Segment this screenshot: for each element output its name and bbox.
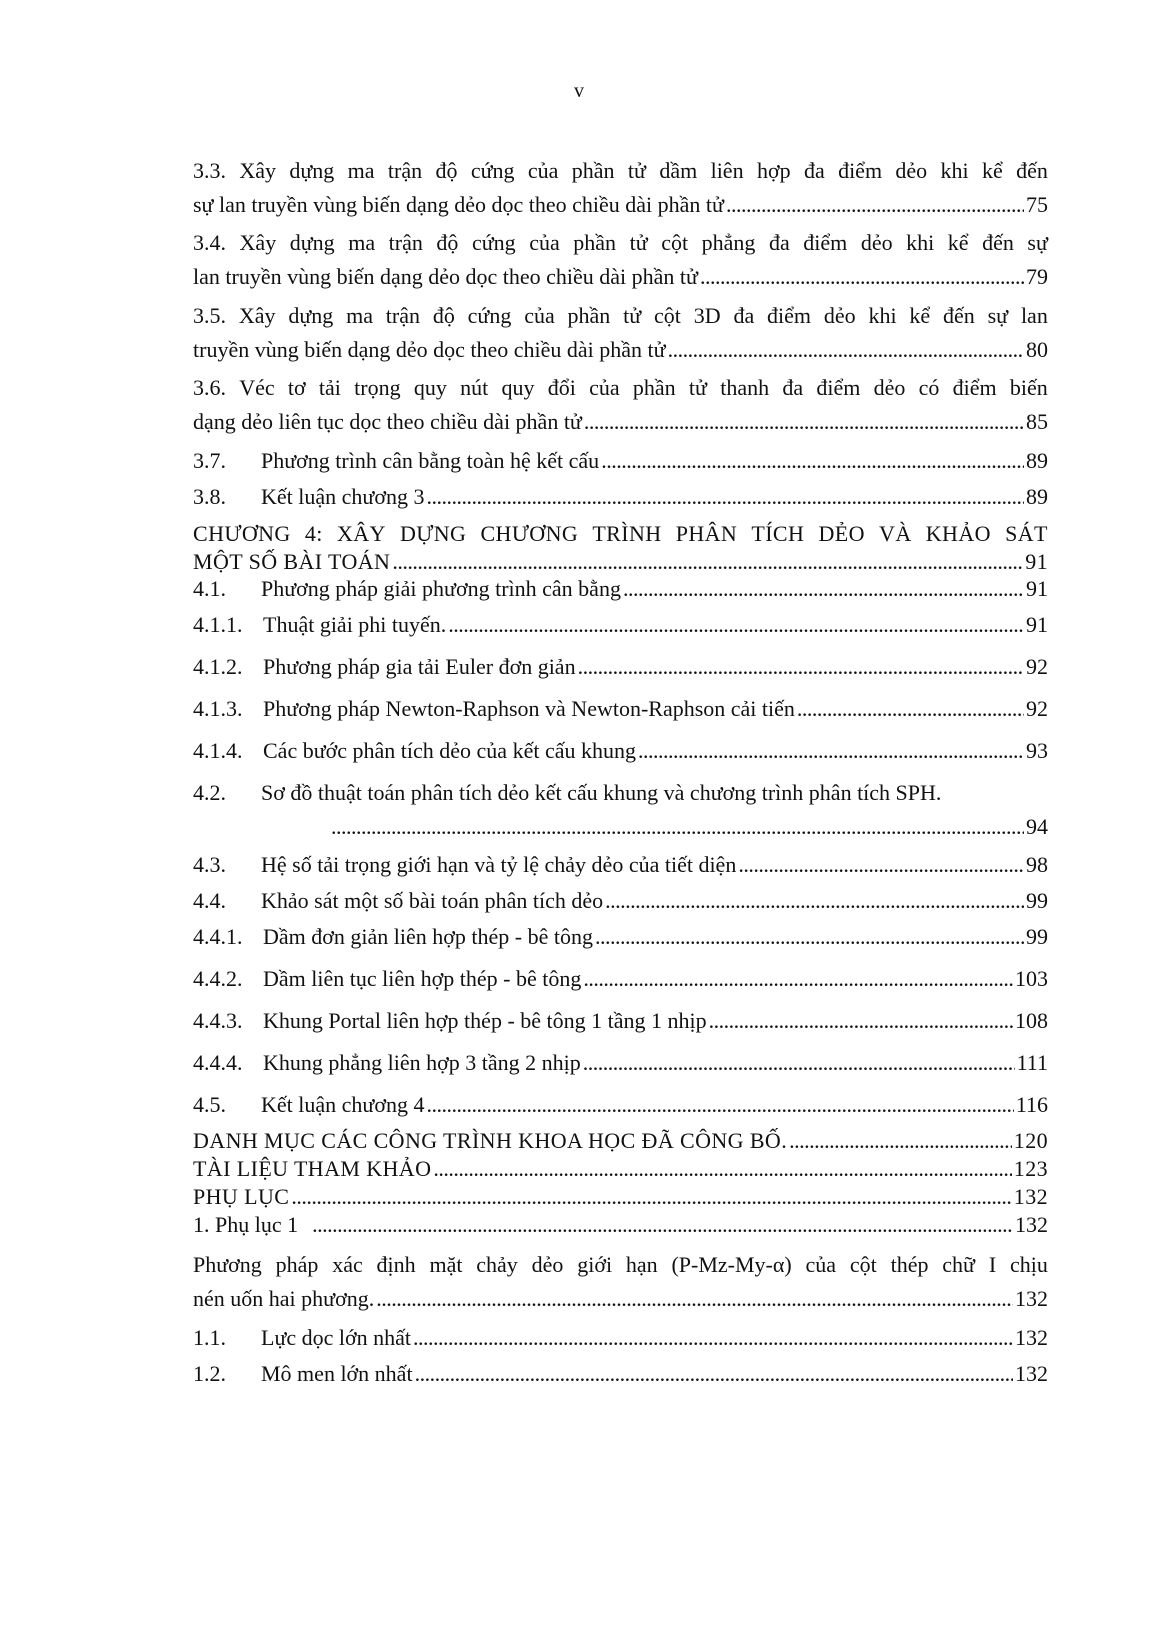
toc-entry-3-7[interactable] (193, 448, 1048, 474)
toc-entry-4-1-4[interactable] (193, 738, 1048, 764)
toc-entry-number: 3.8. (193, 484, 226, 509)
toc-entry-text: Hệ số tải trọng giới hạn và tỷ lệ chảy dẻo của tiết diện (261, 852, 737, 877)
dot-leader (726, 192, 1024, 218)
toc-entry-4-1-2[interactable] (193, 654, 1048, 680)
toc-entry-text: Lực dọc lớn nhất (261, 1325, 412, 1350)
toc-entry-number: 4.4.3. (193, 1008, 243, 1033)
toc-entry-4-4-3[interactable] (193, 1008, 1048, 1034)
toc-page-number: 93 (1026, 738, 1048, 763)
dot-leader (426, 484, 1024, 510)
toc-entry-line (193, 814, 1048, 840)
toc-page-number: 99 (1026, 888, 1048, 913)
dot-leader (797, 696, 1024, 722)
toc-entry-number: 4.2. (193, 780, 226, 805)
toc-page-number: 132 (1015, 1212, 1048, 1237)
dot-leader (415, 1361, 1013, 1387)
toc-entry-text: Khảo sát một số bài toán phân tích dẻo (261, 888, 604, 913)
toc-page-number: 91 (1025, 549, 1048, 574)
toc-page-number: 91 (1026, 576, 1048, 601)
toc-entry-4-4-2[interactable] (193, 966, 1048, 992)
dot-leader (392, 549, 1023, 575)
toc-entry-text: TÀI LIỆU THAM KHẢO (193, 1156, 432, 1181)
toc-page-number: 89 (1026, 484, 1048, 509)
toc-page-number: 99 (1026, 924, 1048, 949)
toc-entry-text: Phương pháp giải phương trình cân bằng (261, 576, 621, 601)
toc-entry-chapter-4[interactable] (193, 521, 1048, 575)
dot-leader (433, 1156, 1011, 1182)
dot-leader (578, 654, 1024, 680)
dot-leader (601, 448, 1024, 474)
toc-entry-4-1-3[interactable] (193, 696, 1048, 722)
toc-page-number: 108 (1015, 1008, 1048, 1033)
toc-page-number: 79 (1026, 264, 1048, 289)
toc-entry-text: Dầm đơn giản liên hợp thép - bê tông (263, 924, 593, 949)
toc-entry-4-5[interactable] (193, 1092, 1048, 1118)
toc-page-number: 116 (1015, 1092, 1048, 1117)
toc-page-number: 92 (1026, 654, 1048, 679)
dot-leader (789, 1128, 1012, 1154)
dot-leader (638, 738, 1024, 764)
toc-entry-line (193, 337, 1048, 363)
toc-entry-number: 4.4.1. (193, 924, 243, 949)
dot-leader (709, 1008, 1013, 1034)
toc-page-number: 91 (1026, 612, 1048, 637)
toc-entry-line (193, 780, 1048, 806)
toc-entry-line: 3.3. Xây dựng ma trận độ cứng của phần tử dầm liên hợp đa điểm dẻo khi kể đến (193, 158, 1048, 183)
toc-entry-4-4-1[interactable] (193, 924, 1048, 950)
toc-page-number: 132 (1015, 1325, 1048, 1350)
toc-entry-line: CHƯƠNG 4: XÂY DỰNG CHƯƠNG TRÌNH PHÂN TÍCH DẺO VÀ KHẢO SÁT (193, 521, 1048, 546)
dot-leader (738, 852, 1024, 878)
toc-entry-line: 3.5. Xây dựng ma trận độ cứng của phần tử cột 3D đa điểm dẻo khi kể đến sự lan (193, 303, 1048, 328)
toc-entry-text: dạng dẻo liên tục dọc theo chiều dài phần tử (193, 409, 582, 434)
toc-entry-4-4-4[interactable] (193, 1050, 1048, 1076)
toc-entry-3-3[interactable] (193, 158, 1048, 218)
toc-page-number: 103 (1015, 966, 1048, 991)
toc-entry-text: sự lan truyền vùng biến dạng dẻo dọc theo chiều dài phần tử (193, 192, 724, 217)
toc-page-number: 85 (1026, 409, 1048, 434)
toc-entry-3-4[interactable] (193, 230, 1048, 290)
dot-leader (291, 1184, 1011, 1210)
toc-entry-4-3[interactable] (193, 852, 1048, 878)
toc-entry-4-1-1[interactable] (193, 612, 1048, 638)
toc-entry-3-8[interactable] (193, 484, 1048, 510)
toc-entry-appendix-1[interactable] (193, 1212, 1048, 1238)
toc-entry-line: 3.4. Xây dựng ma trận độ cứng của phần tử cột phẳng đa điểm dẻo khi kể đến sự (193, 230, 1048, 255)
toc-entry-appendix[interactable] (193, 1184, 1048, 1210)
toc-entry-text: MỘT SỐ BÀI TOÁN (193, 549, 391, 574)
toc-entry-appendix-method[interactable] (193, 1252, 1048, 1312)
toc-entry-number: 3.7. (193, 448, 226, 473)
toc-page-number: 75 (1026, 192, 1048, 217)
dot-leader (605, 888, 1024, 914)
dot-leader (583, 966, 1013, 992)
toc-entry-text: Phương pháp Newton-Raphson và Newton-Raphson cải tiến (263, 696, 795, 721)
toc-entry-text: DANH MỤC CÁC CÔNG TRÌNH KHOA HỌC ĐÃ CÔNG BỐ. (193, 1128, 788, 1153)
toc-entry-text: Dầm liên tục liên hợp thép - bê tông (263, 966, 582, 991)
toc-entry-line (193, 1286, 1048, 1312)
toc-entry-number: 4.1.2. (193, 654, 243, 679)
toc-entry-number: 3.3. (193, 158, 226, 183)
toc-entry-3-6[interactable] (193, 375, 1048, 435)
toc-entry-1-1[interactable] (193, 1325, 1048, 1351)
toc-entry-number: 4.4. (193, 888, 226, 913)
toc-entry-text: Các bước phân tích dẻo của kết cấu khung (263, 738, 636, 763)
toc-page-number: 98 (1026, 852, 1048, 877)
toc-page-number: 123 (1013, 1156, 1048, 1181)
toc-entry-number: 4.1.1. (193, 612, 243, 637)
dot-leader (448, 612, 1024, 638)
toc-entry-4-1[interactable] (193, 576, 1048, 602)
toc-entry-text: PHỤ LỤC (193, 1184, 290, 1209)
toc-page-number: 132 (1013, 1184, 1048, 1209)
toc-entry-number: 3.6. (193, 375, 226, 400)
toc-page-number: 111 (1016, 1050, 1048, 1075)
toc-entry-number: 1.1. (193, 1325, 226, 1350)
toc-entry-text: Kết luận chương 3 (261, 484, 425, 509)
toc-page-number: 92 (1026, 696, 1048, 721)
toc-entry-1-2[interactable] (193, 1361, 1048, 1387)
toc-entry-references[interactable] (193, 1156, 1048, 1182)
dot-leader (595, 924, 1024, 950)
toc-entry-text: nén uốn hai phương. (193, 1286, 375, 1311)
toc-entry-text: 1. Phụ lục 1 (193, 1212, 299, 1237)
dot-leader (376, 1286, 1013, 1312)
toc-entry-3-5[interactable] (193, 303, 1048, 363)
toc-entry-text: Kết luận chương 4 (261, 1092, 425, 1117)
toc-entry-number: 1.2. (193, 1361, 226, 1386)
toc-page-number: 94 (1026, 814, 1048, 839)
toc-entry-text: Khung phẳng liên hợp 3 tầng 2 nhịp (263, 1050, 581, 1075)
toc-entry-number: 3.5. (193, 303, 226, 328)
dot-leader (413, 1325, 1013, 1351)
toc-entry-text: Phương pháp gia tải Euler đơn giản (263, 654, 576, 679)
toc-entry-number: 4.4.2. (193, 966, 243, 991)
toc-entry-4-2[interactable] (193, 780, 1048, 840)
toc-entry-line (193, 264, 1048, 290)
toc-entry-text: Sơ đồ thuật toán phân tích dẻo kết cấu khung và chương trình phân tích SPH. (261, 780, 942, 805)
dot-leader (584, 409, 1024, 435)
toc-page-number: 132 (1015, 1286, 1048, 1311)
toc-entry-number: 4.3. (193, 852, 226, 877)
toc-entry-text: Mô men lớn nhất (261, 1361, 413, 1386)
dot-leader (312, 1212, 1013, 1238)
page-number: v (574, 80, 584, 102)
toc-entry-number: 4.5. (193, 1092, 226, 1117)
toc-entry-4-4[interactable] (193, 888, 1048, 914)
dot-leader (700, 264, 1024, 290)
toc-entry-number: 4.1. (193, 576, 226, 601)
toc-page-number: 89 (1026, 448, 1048, 473)
toc-entry-line: Phương pháp xác định mặt chảy dẻo giới hạn (P-Mz-My-α) của cột thép chữ I chịu (193, 1252, 1048, 1277)
toc-entry-number: 4.1.3. (193, 696, 243, 721)
toc-entry-line (193, 192, 1048, 218)
toc-entry-text: truyền vùng biến dạng dẻo dọc theo chiều dài phần tử (193, 337, 666, 362)
toc-entry-publications[interactable] (193, 1128, 1048, 1154)
toc-entry-line (193, 409, 1048, 435)
toc-entry-text: Phương trình cân bằng toàn hệ kết cấu (261, 448, 600, 473)
toc-entry-text: Thuật giải phi tuyến. (263, 612, 447, 637)
dot-leader (331, 814, 1024, 840)
toc-page-number: 132 (1015, 1361, 1048, 1386)
toc-page-number: 80 (1026, 337, 1048, 362)
toc-entry-number: 4.1.4. (193, 738, 243, 763)
toc-entry-text: lan truyền vùng biến dạng dẻo dọc theo chiều dài phần tử (193, 264, 698, 289)
toc-entry-line: 3.6. Véc tơ tải trọng quy nút quy đổi của phần tử thanh đa điểm dẻo có điểm biến (193, 375, 1048, 400)
dot-leader (583, 1050, 1015, 1076)
dot-leader (668, 337, 1024, 363)
dot-leader (623, 576, 1024, 602)
toc-entry-number: 3.4. (193, 230, 226, 255)
dot-leader (426, 1092, 1013, 1118)
toc-entry-text: Khung Portal liên hợp thép - bê tông 1 tầng 1 nhịp (263, 1008, 707, 1033)
toc-entry-line (193, 549, 1048, 575)
toc-entry-number: 4.4.4. (193, 1050, 243, 1075)
toc-page-number: 120 (1013, 1128, 1048, 1153)
